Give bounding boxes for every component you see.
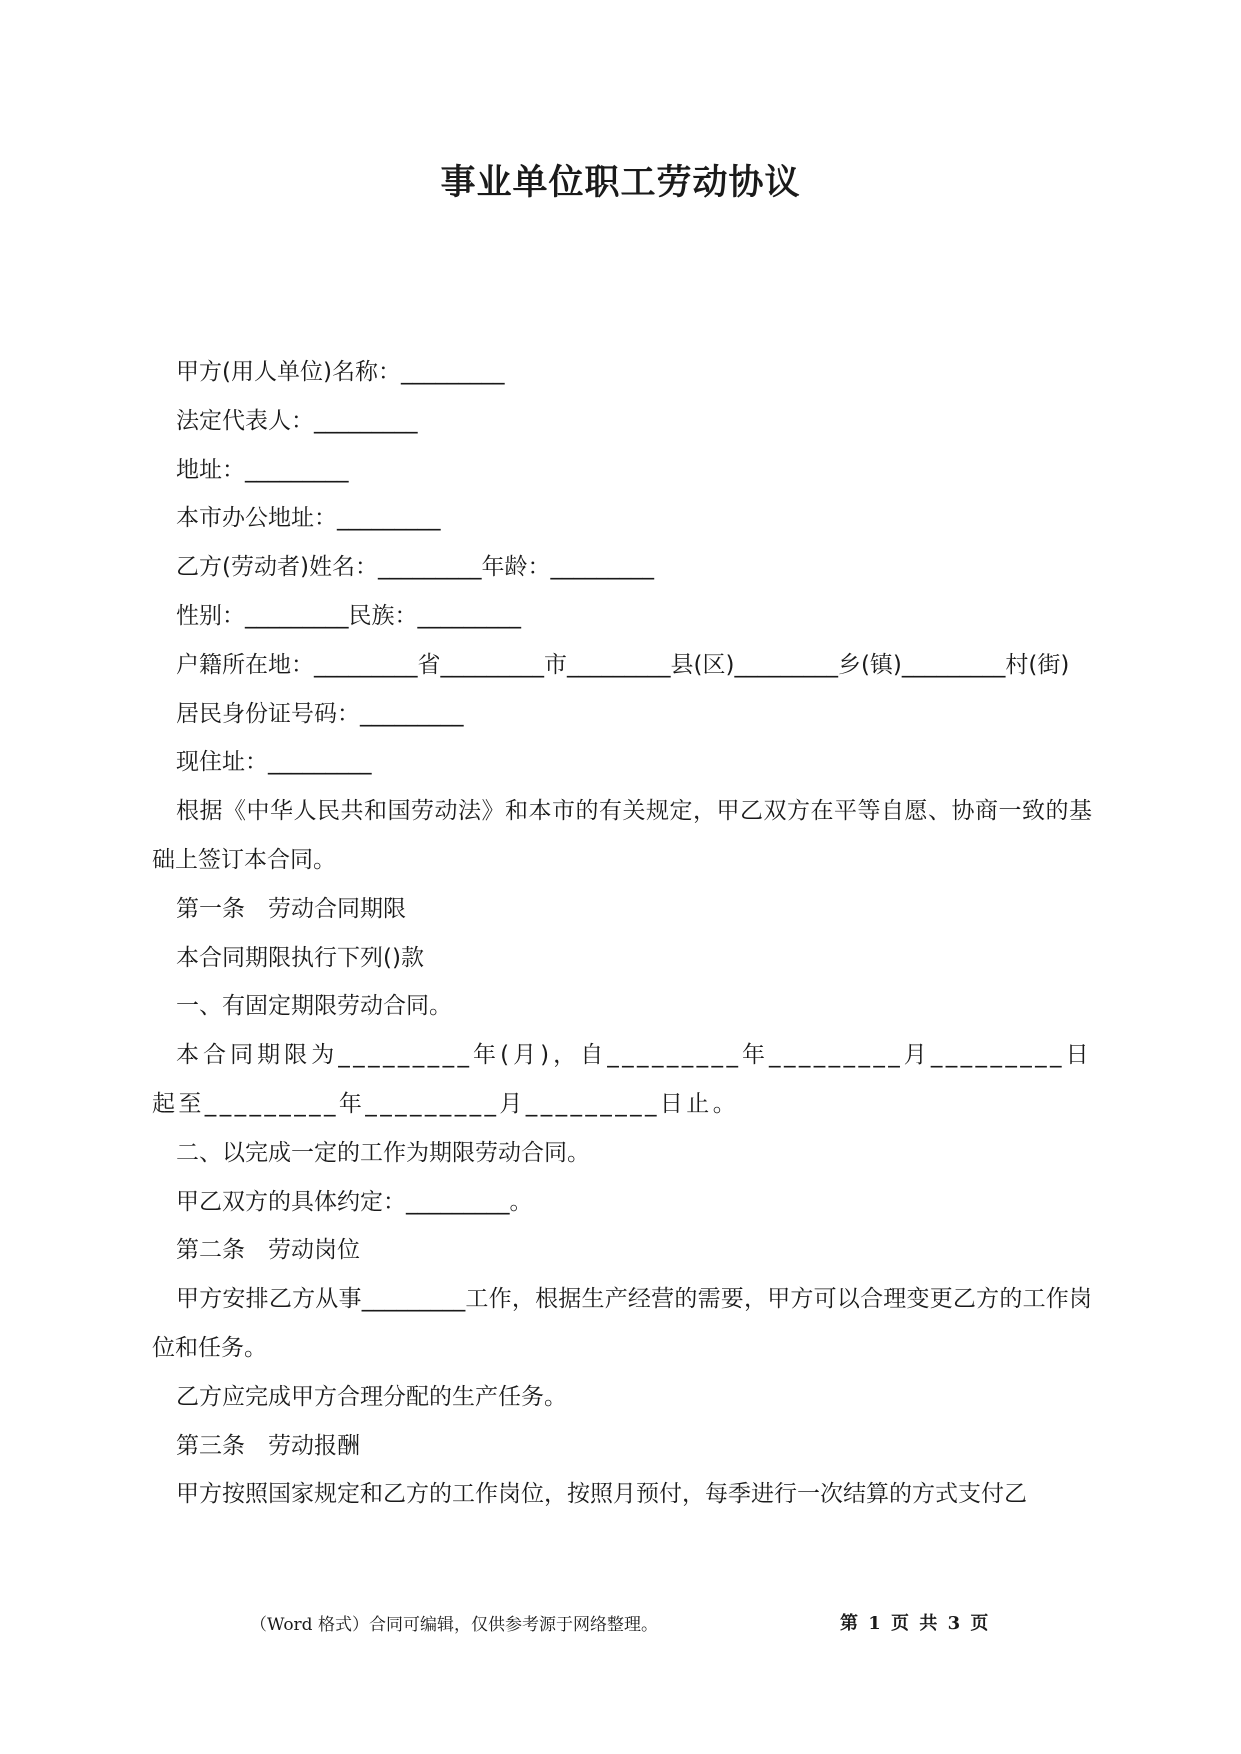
current-address-line: 现住址：_________	[176, 749, 372, 776]
legal-representative-line: 法定代表人：_________	[176, 407, 418, 434]
term-clause-intro: 本合同期限执行下列()款	[176, 944, 424, 971]
article-2-heading: 第二条 劳动岗位	[176, 1237, 360, 1264]
footer-note: （Word 格式）合同可编辑，仅供参考源于网络整理。	[250, 1615, 658, 1635]
article-3-heading: 第三条 劳动报酬	[176, 1432, 360, 1459]
gender-ethnicity-line: 性别：_________民族：_________	[176, 602, 521, 629]
production-task-paragraph: 乙方应完成甲方合理分配的生产任务。	[176, 1383, 567, 1410]
preamble-paragraph: 根据《中华人民共和国劳动法》和本市的有关规定，甲乙双方在平等自愿、协商一致的基础上签订本合同。	[152, 798, 1092, 873]
term-period-paragraph: 本合同期限为_________年(月)，自_________年_________月_________日起至_________年_________月_________日止。	[152, 1042, 1092, 1117]
task-based-term-option: 二、以完成一定的工作为期限劳动合同。	[176, 1139, 590, 1166]
party-b-name-age-line: 乙方(劳动者)姓名：_________年龄：_________	[176, 554, 654, 581]
remuneration-paragraph: 甲方按照国家规定和乙方的工作岗位，按照月预付，每季进行一次结算的方式支付乙	[176, 1481, 1027, 1508]
document-body	[152, 348, 1092, 1519]
office-address-line: 本市办公地址：_________	[176, 505, 441, 532]
household-registration-line: 户籍所在地：_________省_________市_________县(区)_________乡(镇)_________村(街)	[176, 651, 1070, 678]
address-line: 地址：_________	[176, 456, 349, 483]
article-1-heading: 第一条 劳动合同期限	[176, 895, 406, 922]
specific-agreement-line: 甲乙双方的具体约定：_________。	[176, 1188, 533, 1215]
id-number-line: 居民身份证号码：_________	[176, 700, 464, 727]
fixed-term-option: 一、有固定期限劳动合同。	[176, 993, 452, 1020]
page-number: 第 1 页 共 3 页	[840, 1613, 989, 1634]
document-title: 事业单位职工劳动协议	[440, 163, 801, 203]
party-a-name-line: 甲方(用人单位)名称：_________	[176, 359, 505, 385]
job-assignment-paragraph: 甲方安排乙方从事_________工作，根据生产经营的需要，甲方可以合理变更乙方的工作岗位和任务。	[152, 1286, 1092, 1361]
